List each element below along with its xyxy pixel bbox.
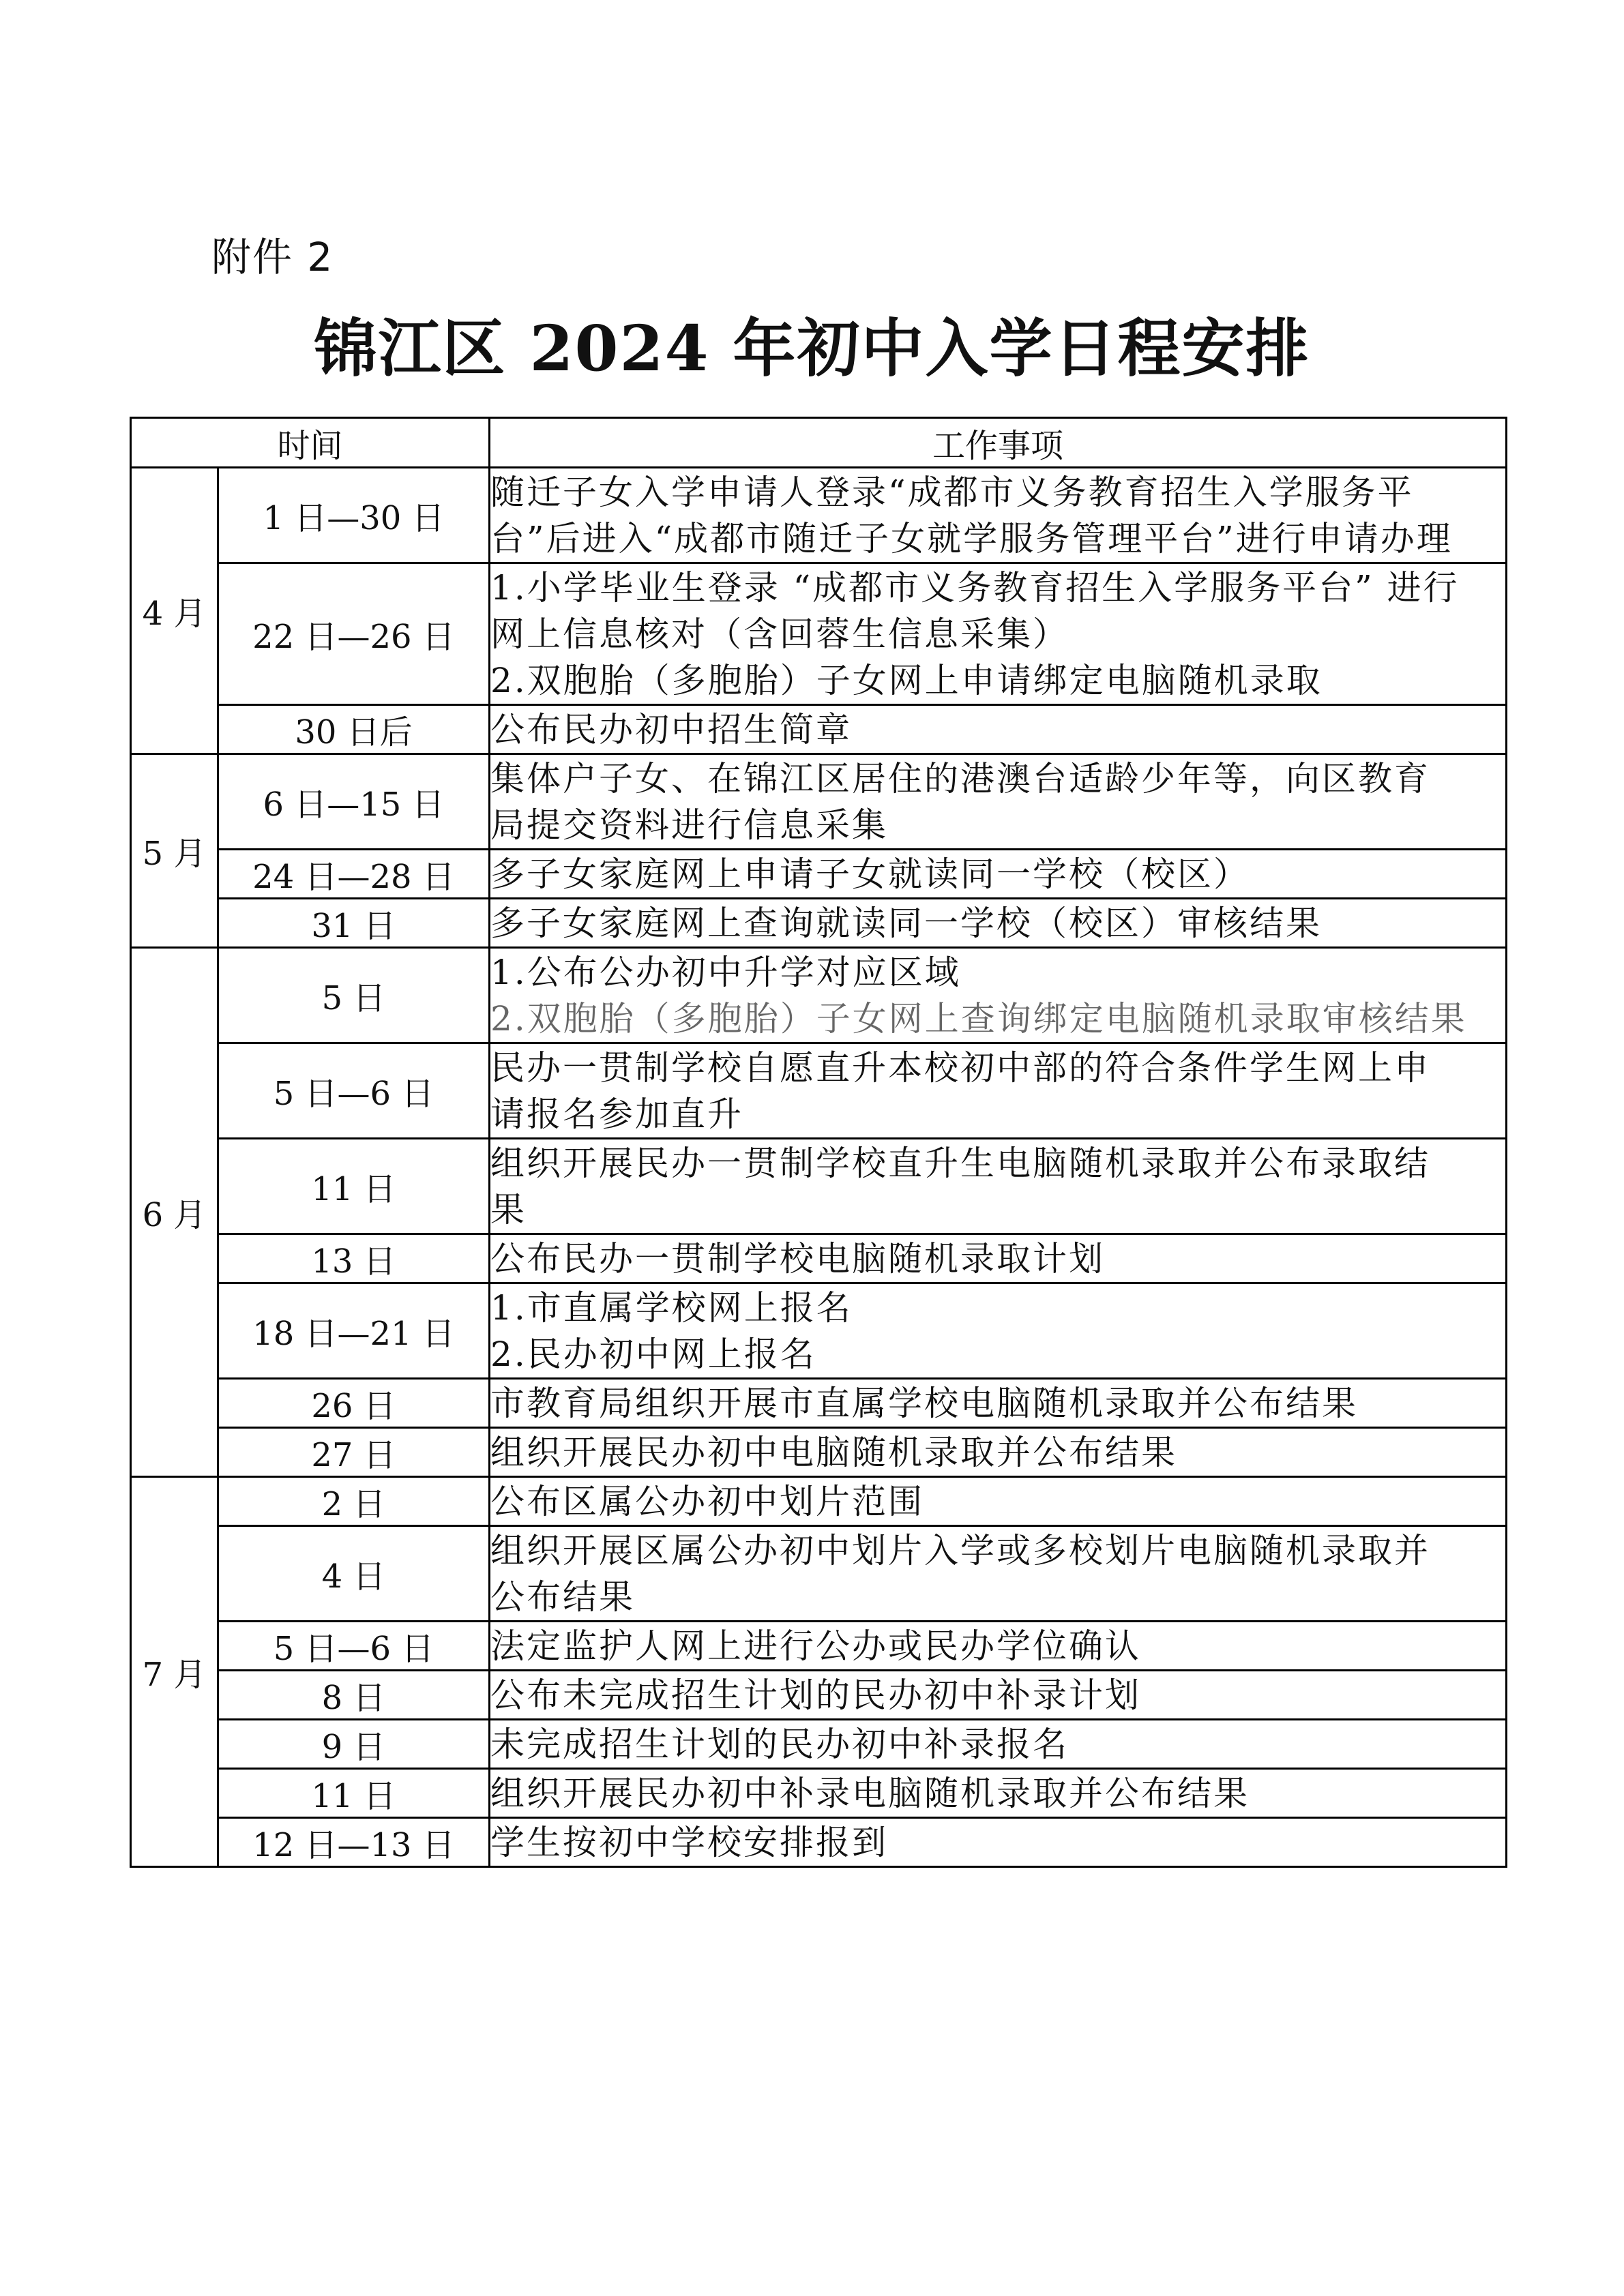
table-row bbox=[131, 1526, 1507, 1622]
table-row bbox=[131, 1139, 1507, 1234]
table-row bbox=[131, 1769, 1507, 1818]
work-item-line: 局提交资料进行信息采集 bbox=[490, 805, 889, 845]
work-item-cell bbox=[490, 705, 1507, 754]
work-item-line: 公布区属公办初中划片范围 bbox=[490, 1481, 925, 1521]
date-cell: 27 日 bbox=[218, 1428, 490, 1477]
work-item-line: 公布未完成招生计划的民办初中补录计划 bbox=[490, 1675, 1142, 1715]
date-cell: 13 日 bbox=[218, 1234, 490, 1283]
date-cell: 30 日后 bbox=[218, 705, 490, 754]
work-item-line: 组织开展民办初中补录电脑随机录取并公布结果 bbox=[490, 1773, 1250, 1813]
work-item-cell bbox=[490, 1477, 1507, 1526]
table-row bbox=[131, 948, 1507, 1043]
work-item-cell bbox=[490, 1526, 1507, 1622]
date-cell: 6 日—15 日 bbox=[218, 754, 490, 850]
date-cell: 31 日 bbox=[218, 899, 490, 948]
work-item-line: 1.小学毕业生登录 “成都市义务教育招生入学服务平台” 进行 bbox=[490, 567, 1460, 608]
work-item-cell bbox=[490, 1622, 1507, 1671]
table-row bbox=[131, 1818, 1507, 1867]
work-item-line: 网上信息核对（含回蓉生信息采集） bbox=[490, 614, 1069, 654]
work-item-line: 组织开展民办初中电脑随机录取并公布结果 bbox=[490, 1432, 1178, 1472]
date-cell: 4 日 bbox=[218, 1526, 490, 1622]
work-item-cell bbox=[490, 1769, 1507, 1818]
date-cell: 12 日—13 日 bbox=[218, 1818, 490, 1867]
table-row bbox=[131, 899, 1507, 948]
table-row bbox=[131, 1283, 1507, 1379]
header-work-item: 工作事项 bbox=[490, 418, 1507, 468]
date-cell: 8 日 bbox=[218, 1671, 490, 1720]
work-item-line: 公布民办初中招生简章 bbox=[490, 709, 853, 749]
date-cell: 5 日 bbox=[218, 948, 490, 1043]
date-cell: 24 日—28 日 bbox=[218, 850, 490, 899]
table-row bbox=[131, 1234, 1507, 1283]
table-row bbox=[131, 1720, 1507, 1769]
work-item-cell bbox=[490, 1818, 1507, 1867]
table-row bbox=[131, 754, 1507, 850]
work-item-cell bbox=[490, 1139, 1507, 1234]
work-item-line: 随迁子女入学申请人登录“成都市义务教育招生入学服务平 bbox=[490, 472, 1414, 512]
work-item-cell bbox=[490, 468, 1507, 563]
table-row bbox=[131, 1043, 1507, 1139]
date-cell: 2 日 bbox=[218, 1477, 490, 1526]
table-row bbox=[131, 705, 1507, 754]
date-cell: 5 日—6 日 bbox=[218, 1622, 490, 1671]
work-item-cell bbox=[490, 1283, 1507, 1379]
date-cell: 11 日 bbox=[218, 1769, 490, 1818]
work-item-cell bbox=[490, 1671, 1507, 1720]
date-cell: 26 日 bbox=[218, 1379, 490, 1428]
header-time: 时间 bbox=[131, 418, 490, 468]
work-item-cell bbox=[490, 1428, 1507, 1477]
table-row bbox=[131, 468, 1507, 563]
work-item-cell bbox=[490, 563, 1507, 705]
work-item-cell bbox=[490, 1234, 1507, 1283]
month-cell: 7 月 bbox=[131, 1477, 218, 1867]
schedule-table bbox=[130, 417, 1507, 1868]
month-cell: 4 月 bbox=[131, 468, 218, 754]
schedule-body bbox=[131, 468, 1507, 1867]
month-cell: 5 月 bbox=[131, 754, 218, 948]
table-row bbox=[131, 1671, 1507, 1720]
work-item-cell bbox=[490, 1379, 1507, 1428]
work-item-line: 组织开展区属公办初中划片入学或多校划片电脑随机录取并 bbox=[490, 1530, 1431, 1570]
date-cell: 11 日 bbox=[218, 1139, 490, 1234]
date-cell: 18 日—21 日 bbox=[218, 1283, 490, 1379]
work-item-line: 公布民办一贯制学校电脑随机录取计划 bbox=[490, 1238, 1106, 1279]
work-item-line: 2.民办初中网上报名 bbox=[490, 1334, 816, 1374]
date-cell: 5 日—6 日 bbox=[218, 1043, 490, 1139]
document-title: 锦江区 2024 年初中入学日程安排 bbox=[314, 312, 1310, 385]
work-item-line: 组织开展民办一贯制学校直升生电脑随机录取并公布录取结 bbox=[490, 1143, 1431, 1183]
work-item-cell bbox=[490, 850, 1507, 899]
work-item-line: 公布结果 bbox=[490, 1577, 636, 1617]
table-row bbox=[131, 1622, 1507, 1671]
date-cell: 9 日 bbox=[218, 1720, 490, 1769]
date-cell: 22 日—26 日 bbox=[218, 563, 490, 705]
table-row bbox=[131, 1477, 1507, 1526]
work-item-line: 多子女家庭网上申请子女就读同一学校（校区） bbox=[490, 854, 1250, 894]
work-item-line: 市教育局组织开展市直属学校电脑随机录取并公布结果 bbox=[490, 1383, 1359, 1423]
work-item-line: 民办一贯制学校自愿直升本校初中部的符合条件学生网上申 bbox=[490, 1047, 1431, 1088]
work-item-cell bbox=[490, 948, 1507, 1043]
work-item-cell bbox=[490, 1720, 1507, 1769]
table-header-row bbox=[131, 418, 1507, 468]
work-item-line: 2.双胞胎（多胞胎）子女网上查询绑定电脑随机录取审核结果 bbox=[490, 998, 1467, 1039]
work-item-line: 1.公布公办初中升学对应区域 bbox=[490, 952, 961, 992]
work-item-line: 请报名参加直升 bbox=[490, 1094, 744, 1134]
work-item-line: 1.市直属学校网上报名 bbox=[490, 1287, 853, 1328]
work-item-line: 法定监护人网上进行公办或民办学位确认 bbox=[490, 1626, 1142, 1666]
work-item-cell bbox=[490, 754, 1507, 850]
work-item-cell bbox=[490, 899, 1507, 948]
work-item-line: 果 bbox=[490, 1189, 527, 1229]
work-item-line: 台”后进入“成都市随迁子女就学服务管理平台”进行申请办理 bbox=[490, 518, 1453, 558]
work-item-line: 多子女家庭网上查询就读同一学校（校区）审核结果 bbox=[490, 903, 1323, 943]
table-row bbox=[131, 1379, 1507, 1428]
table-row bbox=[131, 1428, 1507, 1477]
table-row bbox=[131, 850, 1507, 899]
table-row bbox=[131, 563, 1507, 705]
attachment-label: 附件 2 bbox=[211, 234, 334, 280]
work-item-line: 学生按初中学校安排报到 bbox=[490, 1822, 889, 1862]
work-item-line: 未完成招生计划的民办初中补录报名 bbox=[490, 1724, 1069, 1764]
month-cell: 6 月 bbox=[131, 948, 218, 1477]
date-cell: 1 日—30 日 bbox=[218, 468, 490, 563]
work-item-line: 2.双胞胎（多胞胎）子女网上申请绑定电脑随机录取 bbox=[490, 660, 1323, 700]
work-item-line: 集体户子女、在锦江区居住的港澳台适龄少年等，向区教育 bbox=[490, 758, 1431, 799]
work-item-cell bbox=[490, 1043, 1507, 1139]
